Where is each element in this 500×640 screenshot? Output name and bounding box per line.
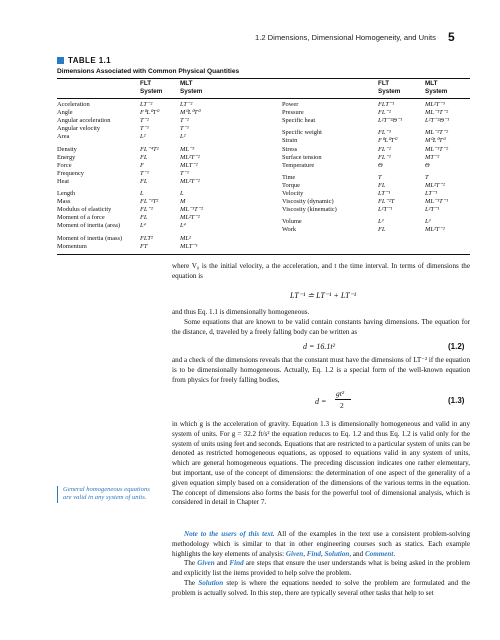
left-table-quantity-cell: Energy bbox=[57, 153, 76, 161]
table-caption: Dimensions Associated with Common Physical Quantities bbox=[57, 68, 240, 75]
left-table-mlt-cell: ML⁻³ bbox=[180, 145, 195, 153]
left-table-mlt-cell: T⁻¹ bbox=[180, 169, 189, 177]
equation-1-2-number: (1.2) bbox=[448, 342, 465, 351]
equation-1-3-numerator: gt² bbox=[336, 389, 345, 398]
left-table-flt-cell: FL⁻¹T² bbox=[140, 198, 159, 206]
margin-note: General homogeneous equations are valid in any system of units. bbox=[57, 486, 158, 503]
right-table-quantity-cell: Temperature bbox=[282, 161, 315, 169]
body-paragraph-1: where V₀ is the initial velocity, a the acceleration, and t the time interval. In terms of dimensions the equation is bbox=[172, 262, 470, 280]
right-table-mlt-cell: L²T⁻²Θ⁻¹ bbox=[425, 117, 450, 125]
body-paragraph-6: Note to the users of this text. All of the examples in the text use a consistent problem-solving methodology which is similar to that in other engineering courses such as statics. Each example highlights the key elements of analysis: Given, Find, Solution, and Comment. The Given and Find are steps that ensure the user understands what is being asked in the problem and explicitly list the items provided to help solve the problem. The Solution step is where the equations needed to solve the problem are formulated and the problem is actually solved. In this step, there are typically several other tasks that help to set bbox=[172, 530, 471, 597]
left-table-quantity-cell: Modulus of elasticity bbox=[57, 206, 112, 214]
left-table-mlt-cell: T⁻¹ bbox=[180, 125, 189, 133]
right-table-flt-cell: FL⁻¹ bbox=[378, 153, 391, 161]
right-table-flt-cell: FL⁻²T bbox=[378, 198, 395, 206]
left-table-quantity-cell: Moment of inertia (area) bbox=[57, 222, 120, 230]
left-table-flt-cell: T⁻² bbox=[140, 117, 149, 125]
right-table-mlt-cell: LT⁻¹ bbox=[425, 190, 438, 197]
right-table-quantity-cell: Velocity bbox=[282, 190, 304, 197]
left-table-quantity-cell: Moment of a force bbox=[57, 214, 105, 222]
body-paragraph-2: and thus Eq. 1.1 is dimensionally homogeneous. bbox=[172, 308, 310, 316]
header-mlt-right: MLT System bbox=[425, 80, 448, 96]
equation-dimensions: LT⁻¹ ≐ LT⁻¹ + LT⁻¹ bbox=[290, 291, 357, 300]
right-table-flt-cell: FL⁻² bbox=[378, 109, 391, 117]
left-table-quantity-cell: Angular velocity bbox=[57, 125, 101, 133]
left-table-flt-cell: F⁰L⁰T⁰ bbox=[140, 109, 159, 117]
left-table-mlt-cell: ML²T⁻² bbox=[180, 214, 200, 222]
blue-square-icon bbox=[57, 57, 64, 64]
right-table-mlt-cell: L²T⁻¹ bbox=[425, 206, 440, 214]
left-table-mlt-cell: ML² bbox=[180, 234, 191, 242]
left-table-mlt-cell: L⁴ bbox=[180, 222, 186, 230]
table-label: TABLE 1.1 bbox=[57, 56, 111, 65]
right-table-quantity-cell: Torque bbox=[282, 181, 301, 189]
right-table-mlt-cell: ML²T⁻² bbox=[425, 181, 445, 189]
right-table-quantity-cell: Volume bbox=[282, 218, 302, 226]
left-table-flt-cell: FT bbox=[140, 242, 148, 250]
right-table-mlt-cell: ML²T⁻² bbox=[425, 226, 445, 234]
left-table-mlt-cell: ML⁻¹T⁻² bbox=[180, 206, 204, 214]
left-table-flt-cell: F bbox=[140, 161, 144, 169]
body-paragraph-3: Some equations that are known to be valid contain constants having dimensions. The equation for the distance, d, traveled by a freely falling body can be written as bbox=[172, 318, 470, 336]
left-table-quantity-cell: Length bbox=[57, 190, 76, 197]
right-table-flt-cell: T bbox=[378, 173, 382, 181]
left-table-quantity-cell: Force bbox=[57, 161, 72, 169]
left-table-mlt-cell: ML²T⁻² bbox=[180, 177, 200, 185]
right-table-flt-cell: FL⁻² bbox=[378, 145, 391, 153]
header-mlt-left: MLT System bbox=[180, 80, 203, 96]
header-flt-left: FLT System bbox=[140, 80, 163, 96]
left-table-flt-cell: L⁴ bbox=[140, 222, 146, 230]
right-table-flt-cell: L²T⁻¹ bbox=[378, 206, 393, 214]
left-table-flt-cell: LT⁻² bbox=[140, 101, 153, 108]
left-table-mlt-cell: M bbox=[180, 198, 186, 206]
left-table-flt-cell: L² bbox=[140, 133, 146, 141]
right-table-flt-cell: L²T⁻²Θ⁻¹ bbox=[378, 117, 403, 125]
right-table-quantity-cell: Viscosity (kinematic) bbox=[282, 206, 337, 214]
right-table-mlt-cell: ML⁻²T⁻² bbox=[425, 129, 449, 137]
left-table-quantity-cell: Density bbox=[57, 145, 77, 153]
left-table-flt-cell: T⁻¹ bbox=[140, 125, 149, 133]
left-table-flt-cell: FL bbox=[140, 153, 148, 161]
left-table-mlt-cell: LT⁻² bbox=[180, 101, 193, 108]
right-table-mlt-cell: MT⁻² bbox=[425, 153, 440, 161]
left-table-flt-cell: T⁻¹ bbox=[140, 169, 149, 177]
left-table-flt-cell: FL bbox=[140, 177, 148, 185]
left-table-flt-cell: FLT² bbox=[140, 234, 153, 242]
right-table-flt-cell: FLT⁻¹ bbox=[378, 101, 395, 108]
right-table-mlt-cell: M⁰L⁰T⁰ bbox=[425, 137, 446, 145]
left-table-mlt-cell: M⁰L⁰T⁰ bbox=[180, 109, 201, 117]
right-table-flt-cell: FL bbox=[378, 181, 386, 189]
left-table-quantity-cell: Moment of inertia (mass) bbox=[57, 234, 123, 242]
right-table-mlt-cell: ML⁻¹T⁻¹ bbox=[425, 198, 449, 206]
left-table-mlt-cell: MLT⁻² bbox=[180, 161, 198, 169]
page-number: 5 bbox=[448, 30, 455, 44]
equation-1-2: d = 16.1t² bbox=[303, 342, 336, 351]
left-table-quantity-cell: Area bbox=[57, 133, 70, 141]
left-table-quantity-cell: Angular acceleration bbox=[57, 117, 111, 125]
right-table-flt-cell: LT⁻¹ bbox=[378, 190, 391, 197]
right-table-flt-cell: L³ bbox=[378, 218, 384, 226]
equation-1-3-denominator: 2 bbox=[340, 401, 344, 410]
left-table-flt-cell: L bbox=[140, 190, 144, 197]
right-table-quantity-cell: Viscosity (dynamic) bbox=[282, 198, 334, 206]
right-table-quantity-cell: Time bbox=[282, 173, 296, 181]
left-table-quantity-cell: Momentum bbox=[57, 242, 87, 250]
left-table-mlt-cell: ML²T⁻² bbox=[180, 153, 200, 161]
left-table-quantity-cell: Heat bbox=[57, 177, 70, 185]
running-head: 1.2 Dimensions, Dimensional Homogeneity, and Units bbox=[255, 33, 436, 42]
body-paragraph-4: and a check of the dimensions reveals that the constant must have the dimensions of LT⁻² if the equation is to be dimensionally homogeneous. Actually, Eq. 1.2 is a special form of the well-known equation from physics for freely falling bodies, bbox=[172, 356, 470, 384]
right-table-mlt-cell: ML⁻¹T⁻² bbox=[425, 145, 449, 153]
left-table-mlt-cell: L² bbox=[180, 133, 186, 141]
left-table-quantity-cell: Mass bbox=[57, 198, 71, 206]
left-table-mlt-cell: L bbox=[180, 190, 184, 197]
right-table-flt-cell: Θ bbox=[378, 161, 383, 169]
right-table-quantity-cell: Pressure bbox=[282, 109, 304, 117]
note-lead: Note to the users of this text. bbox=[184, 530, 275, 538]
right-table-flt-cell: F⁰L⁰T⁰ bbox=[378, 137, 397, 145]
equation-1-3-number: (1.3) bbox=[448, 396, 465, 405]
right-table-quantity-cell: Specific heat bbox=[282, 117, 316, 125]
fraction-bar bbox=[335, 399, 351, 400]
right-table-quantity-cell: Stress bbox=[282, 145, 298, 153]
equation-1-3-lhs: d = bbox=[315, 397, 327, 406]
left-table-flt-cell: FL⁻⁴T² bbox=[140, 145, 159, 153]
table-top-rule bbox=[57, 78, 470, 79]
right-table-flt-cell: FL bbox=[378, 226, 386, 234]
right-table-quantity-cell: Surface tension bbox=[282, 153, 322, 161]
body-paragraph-5: in which g is the acceleration of gravity. Equation 1.3 is dimensionally homogeneous and valid in any system of units. For g = 32.2 ft/s² the equation reduces to Eq. 1.2 and thus Eq. 1.2 is valid only for the system of units using feet and seconds. Equations that are restricted to a particular system of units can be denoted as restricted homogeneous equations, as opposed to equations valid in any system of units, which are general homogeneous equations. The preceding discussion indicates one rather elementary, but important, use of the concept of dimensions: the determination of one aspect of the generality of a given equation simply based on a consideration of the dimensions of the various terms in the equation. The concept of dimensions also forms the basis for the powerful tool of dimensional analysis, which is considered in detail in Chapter 7. bbox=[172, 420, 470, 507]
right-table-mlt-cell: L³ bbox=[425, 218, 431, 226]
right-table-mlt-cell: ML²T⁻³ bbox=[425, 101, 445, 108]
right-table-flt-cell: FL⁻³ bbox=[378, 129, 391, 137]
table-bottom-rule bbox=[57, 254, 470, 255]
right-table-quantity-cell: Specific weight bbox=[282, 129, 322, 137]
right-table-mlt-cell: T bbox=[425, 173, 429, 181]
left-table-flt-cell: FL bbox=[140, 214, 148, 222]
left-table-flt-cell: FL⁻² bbox=[140, 206, 153, 214]
right-table-quantity-cell: Work bbox=[282, 226, 297, 234]
left-table-mlt-cell: MLT⁻¹ bbox=[180, 242, 198, 250]
table-header-rule bbox=[57, 98, 470, 99]
left-table-mlt-cell: T⁻² bbox=[180, 117, 189, 125]
left-table-quantity-cell: Acceleration bbox=[57, 101, 90, 108]
left-table-quantity-cell: Frequency bbox=[57, 169, 84, 177]
left-table-quantity-cell: Angle bbox=[57, 109, 73, 117]
header-flt-right: FLT System bbox=[378, 80, 401, 96]
right-table-mlt-cell: Θ bbox=[425, 161, 430, 169]
right-table-quantity-cell: Strain bbox=[282, 137, 298, 145]
right-table-mlt-cell: ML⁻¹T⁻² bbox=[425, 109, 449, 117]
right-table-quantity-cell: Power bbox=[282, 101, 299, 108]
